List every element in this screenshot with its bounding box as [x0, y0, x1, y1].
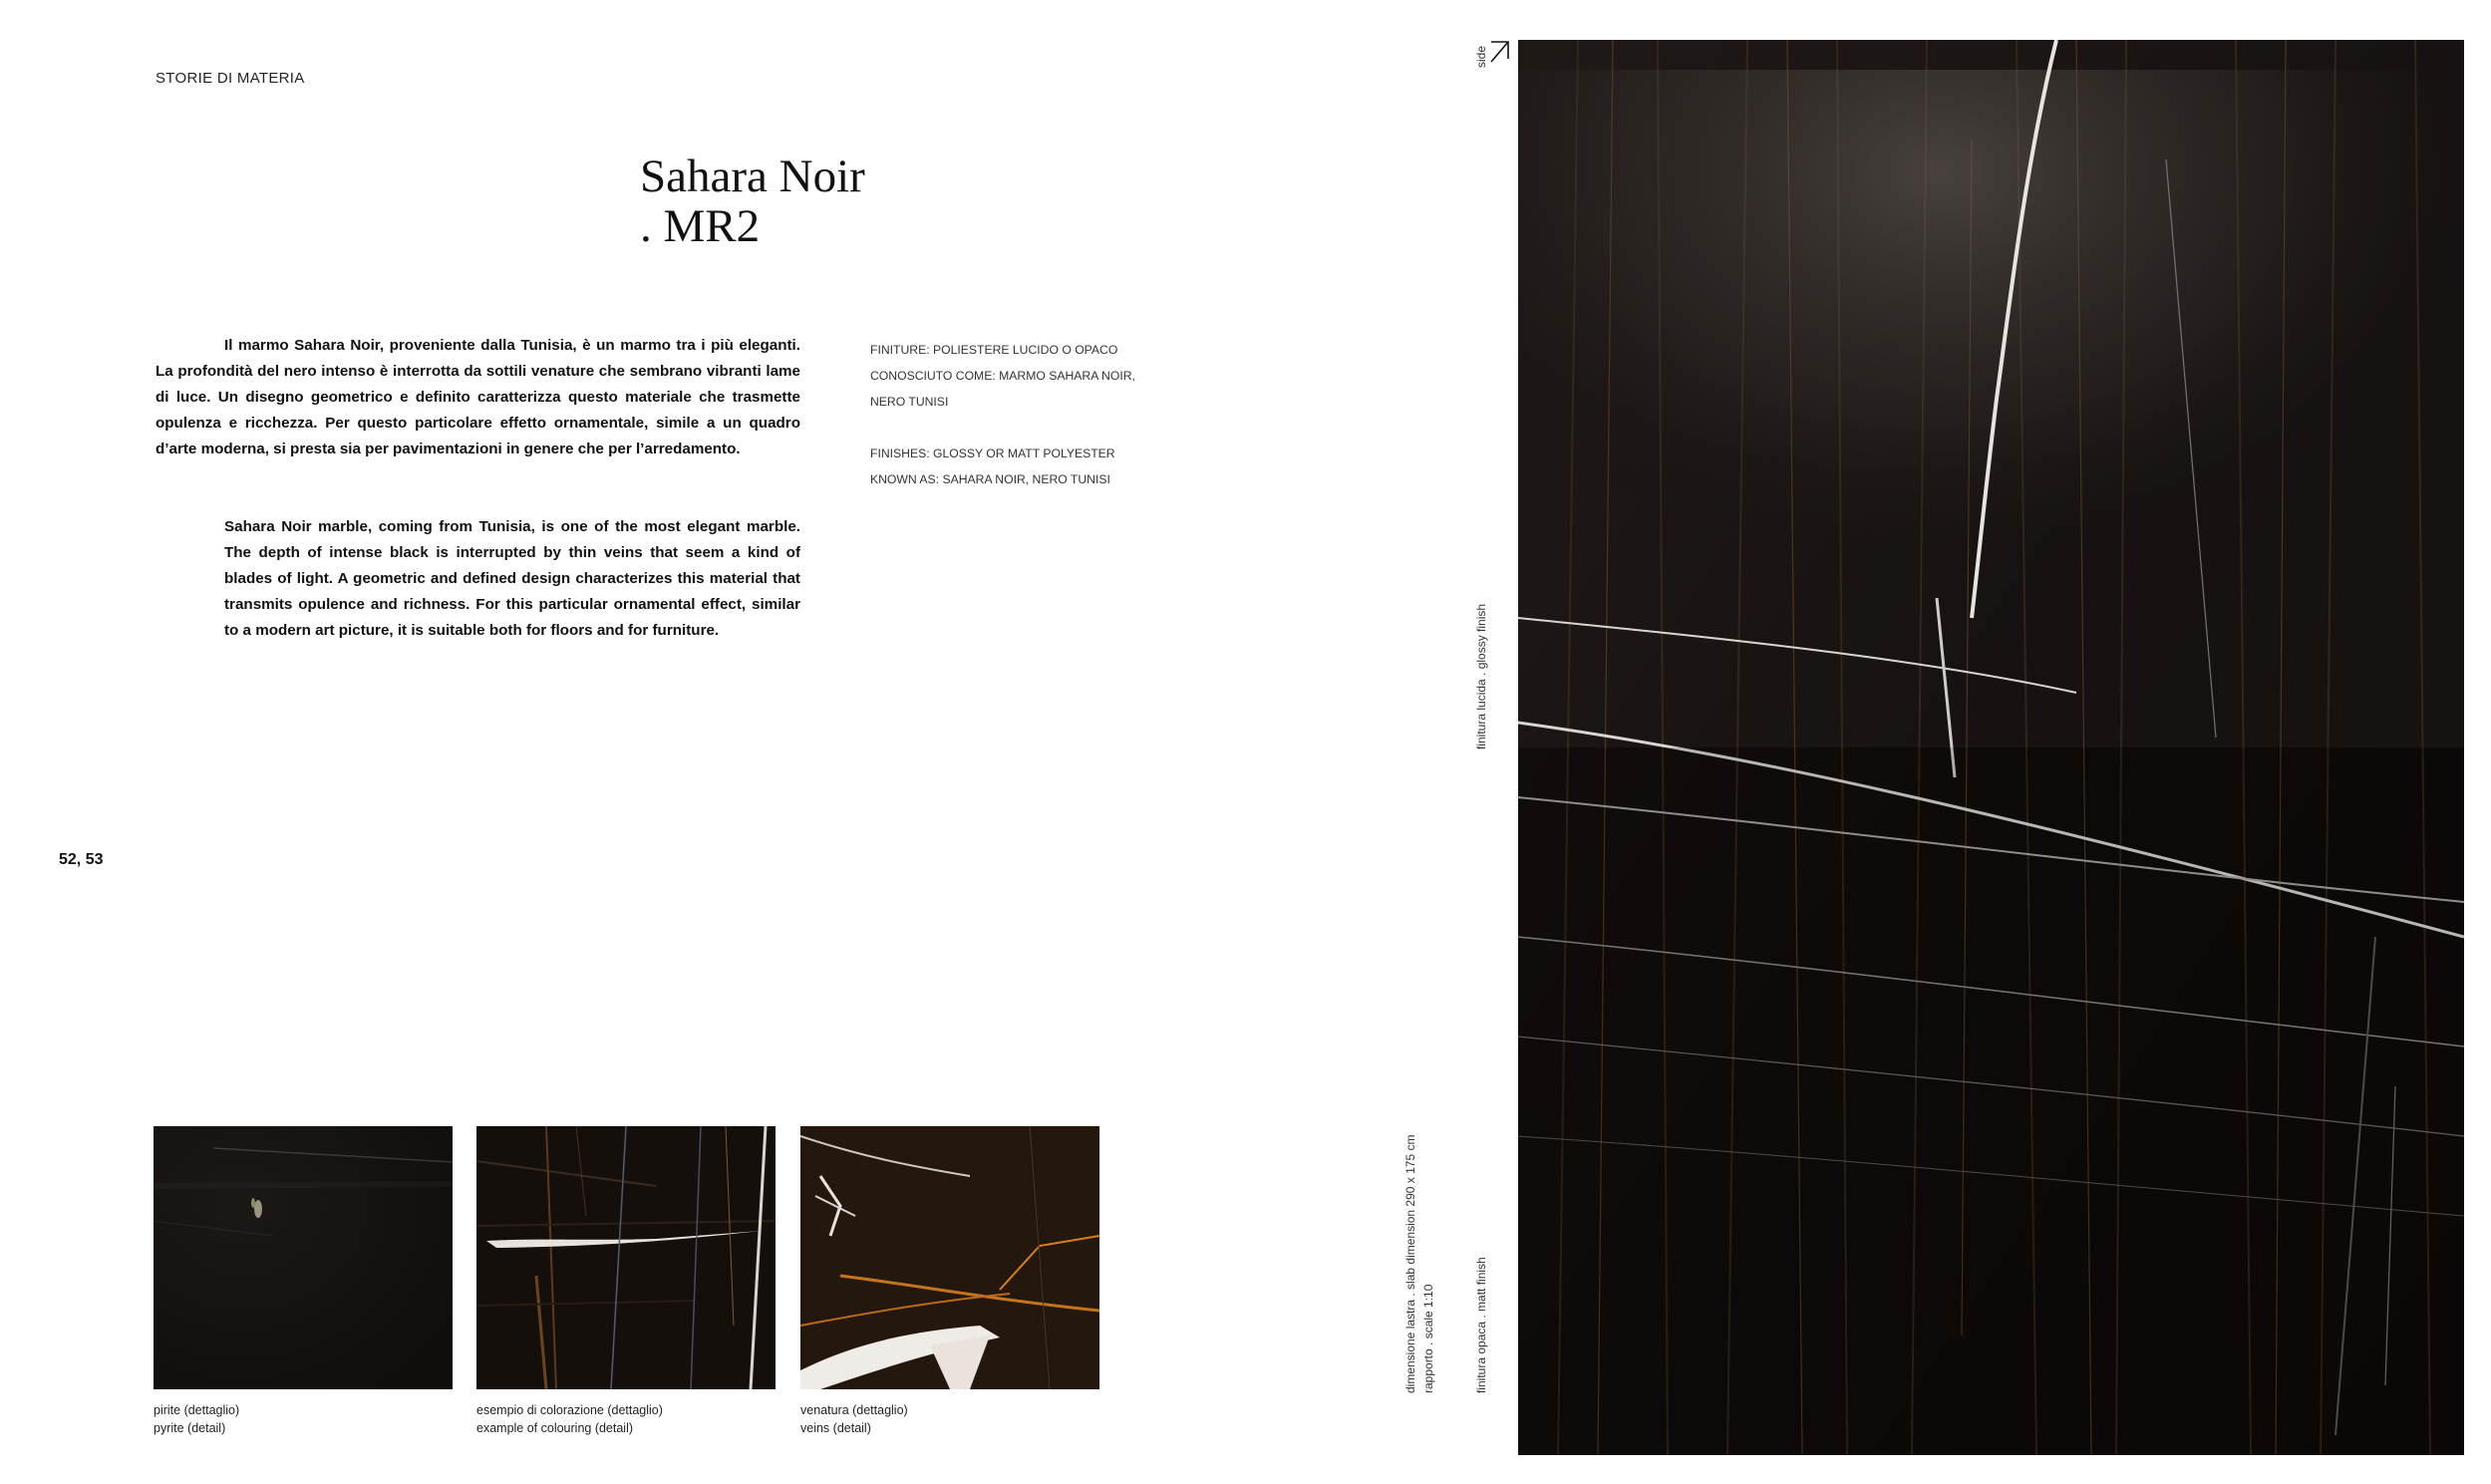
slab-dimension-label: dimensione lastra . slab dimension 290 x 175 cm	[1403, 1134, 1417, 1393]
thumbnail-caption-veins: venatura (dettaglio) veins (detail)	[800, 1403, 908, 1435]
spec-conosciuto-1: CONOSCIUTO COME: MARMO SAHARA NOIR,	[870, 369, 1135, 383]
page-numbers: 52, 53	[59, 851, 104, 868]
thumbnail-caption-colouring: esempio di colorazione (dettaglio) example of colouring (detail)	[476, 1403, 663, 1435]
description-italian: Il marmo Sahara Noir, proveniente dalla Tunisia, è un marmo tra i più eleganti. La profondità del nero intenso è interrotta da sottili venature che sembrano vibranti lame di luce. Un disegno geometrico e definito caratterizza questo materiale che trasmette opulenza e ricchezza. Per questo particolare effetto ornamentale, simile a un quadro d’arte moderna, si presta sia per pavimentazioni in genere che per l’arredamento.	[156, 337, 800, 457]
material-specs	[870, 337, 1135, 492]
thumbnail-colouring	[476, 1126, 776, 1389]
spec-finiture: FINITURE: POLIESTERE LUCIDO O OPACO	[870, 343, 1118, 357]
title-line-1: Sahara Noir	[640, 150, 865, 202]
spec-known-as: KNOWN AS: SAHARA NOIR, NERO TUNISI	[870, 472, 1110, 486]
glossy-finish-label: finitura lucida . glossy finish	[1474, 603, 1488, 749]
arrow-up-right-icon	[1489, 40, 1509, 64]
scale-label: rapporto . scale 1:10	[1421, 1284, 1435, 1393]
matt-finish-label: finitura opaca . matt finish	[1474, 1257, 1488, 1393]
section-header: STORIE DI MATERIA	[156, 70, 305, 87]
slab-image	[1518, 40, 2464, 1455]
thumbnail-veins	[800, 1126, 1099, 1389]
spec-finishes: FINISHES: GLOSSY OR MATT POLYESTER	[870, 446, 1115, 460]
description-english: Sahara Noir marble, coming from Tunisia, is one of the most elegant marble. The depth of intense black is interrupted by thin veins that seem a kind of blades of light. A geometric and defined design characterizes this material that transmits opulence and richness. For this particular ornamental effect, similar to a modern art picture, it is suitable both for floors and for furniture.	[224, 518, 800, 639]
thumbnail-caption-pyrite: pirite (dettaglio) pyrite (detail)	[154, 1403, 240, 1435]
title-line-2: . MR2	[640, 200, 761, 252]
thumbnail-pyrite	[154, 1126, 453, 1389]
spec-conosciuto-2: NERO TUNISI	[870, 395, 949, 409]
side-label: side	[1474, 45, 1488, 68]
page-title	[640, 151, 865, 251]
